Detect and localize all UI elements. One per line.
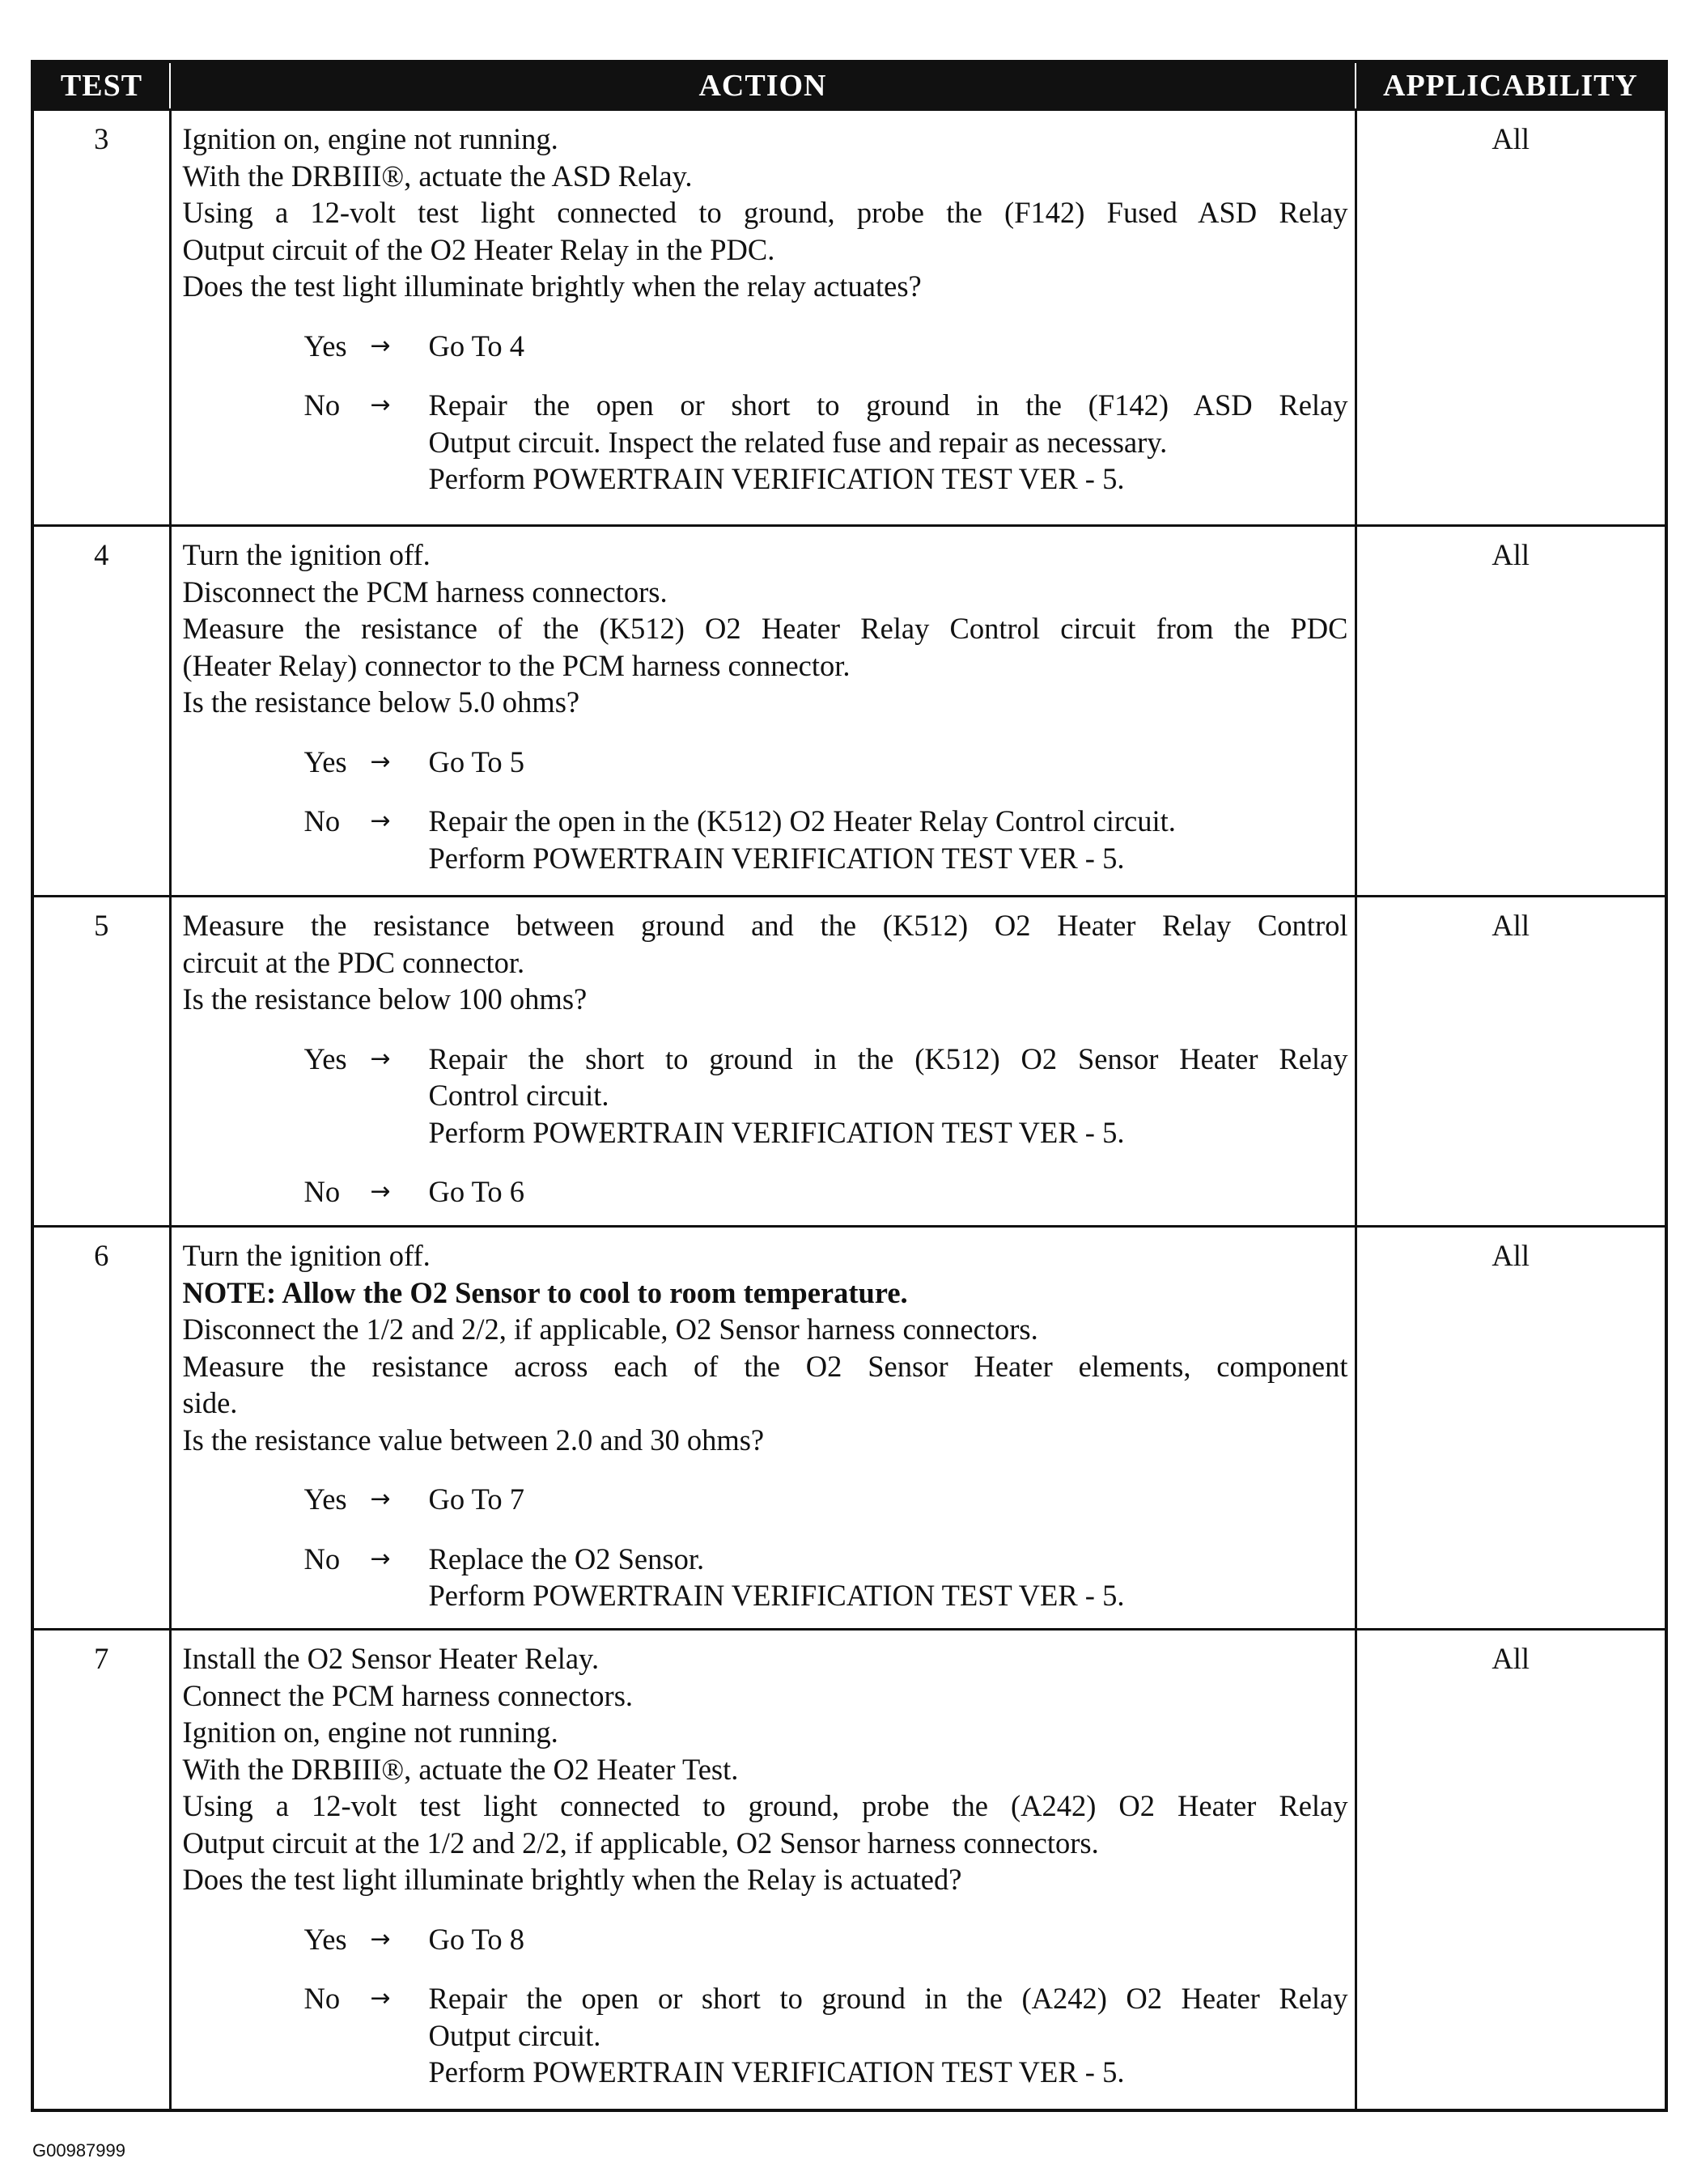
no-outcome [183,1980,1348,2091]
action-line: Using a 12-volt test light connected to ground, probe the (A242) O2 Heater Relay [182,1789,1348,1822]
arrow-icon: → [370,1485,391,1513]
result-line: Go To 8 [428,1922,524,1956]
action-line: Is the resistance below 5.0 ohms? [182,685,580,719]
applicability-value: All [1356,897,1666,1227]
result-line: Output circuit. [428,2018,601,2052]
no-result [429,387,1348,498]
result-line: Repair the open in the (K512) O2 Heater Relay Control circuit. [428,804,1176,838]
action-line: With the DRBIII®, actuate the ASD Relay. [182,159,693,193]
arrow-icon: → [370,331,391,360]
result-line: Repair the short to ground in the (K512) O2 Sensor Heater Relay [428,1041,1348,1075]
yes-label: Yes [303,329,347,363]
result-line: Perform POWERTRAIN VERIFICATION TEST VER - 5. [428,462,1125,495]
arrow-icon: → [370,1924,391,1953]
action-line: With the DRBIII®, actuate the O2 Heater Test. [182,1752,739,1786]
applicability-value: All [1356,526,1666,897]
arrow-icon: → [370,1177,391,1206]
action-line: Does the test light illuminate brightly when the Relay is actuated? [182,1863,962,1896]
yes-outcome [183,744,1348,781]
arrow-icon: → [370,391,391,419]
action-line: Turn the ignition off. [182,1239,431,1272]
arrow-icon: → [370,807,391,835]
result-line: Go To 6 [428,1175,524,1208]
yes-result [429,328,1348,365]
result-line: Go To 4 [428,329,524,363]
test-number: 4 [32,526,170,897]
yes-result [429,1041,1348,1151]
action-line: Output circuit of the O2 Heater Relay in the PDC. [182,232,775,266]
applicability-value: All [1356,1227,1666,1630]
applicability-value: All [1356,1630,1666,2110]
no-outcome [183,1541,1348,1614]
result-line: Output circuit. Inspect the related fuse and repair as necessary. [428,425,1168,459]
no-result [429,1980,1348,2091]
result-line: Control circuit. [428,1079,609,1112]
test-number: 6 [32,1227,170,1630]
table-header-row [32,61,1666,110]
table-row [32,897,1666,1227]
table-row [32,526,1666,897]
note-text: NOTE: Allow the O2 Sensor to cool to room temperature. [182,1275,908,1309]
no-result [429,1173,1348,1211]
applicability-value: All [1356,110,1666,526]
arrow-icon: → [370,1984,391,2012]
action-line: Measure the resistance of the (K512) O2 Heater Relay Control circuit from the PDC [182,612,1348,645]
yes-label: Yes [303,1041,347,1075]
result-line: Go To 7 [428,1482,524,1516]
header-action: ACTION [170,61,1356,110]
action-line: Using a 12-volt test light connected to ground, probe the (F142) Fused ASD Relay [182,196,1348,229]
header-test: TEST [32,61,170,110]
action-line: Install the O2 Sensor Heater Relay. [182,1642,600,1675]
action-line: Ignition on, engine not running. [182,122,558,155]
yes-outcome [183,328,1348,365]
yes-result [429,1481,1348,1518]
action-line: Disconnect the 1/2 and 2/2, if applicable, O2 Sensor harness connectors. [182,1313,1038,1346]
header-applicability: APPLICABILITY [1356,61,1666,110]
table-row [32,110,1666,526]
no-outcome [183,803,1348,876]
action-line: Is the resistance below 100 ohms? [182,982,588,1016]
result-line: Perform POWERTRAIN VERIFICATION TEST VER - 5. [428,2055,1125,2089]
yes-outcome [183,1041,1348,1151]
yes-label: Yes [303,1922,347,1956]
action-line: circuit at the PDC connector. [182,945,525,979]
no-label: No [303,1982,341,2015]
no-label: No [303,804,341,838]
table-row [32,1630,1666,2110]
arrow-icon: → [370,1544,391,1573]
action-cell [170,110,1356,526]
result-line: Repair the open or short to ground in the (F142) ASD Relay [428,388,1348,422]
diagnostic-test-table [31,60,1668,2112]
result-line: Perform POWERTRAIN VERIFICATION TEST VER - 5. [428,1115,1125,1149]
action-cell [170,1227,1356,1630]
test-number: 7 [32,1630,170,2110]
table-row [32,1227,1666,1630]
result-line: Replace the O2 Sensor. [428,1542,705,1575]
action-line: Does the test light illuminate brightly when the relay actuates? [182,269,922,303]
no-label: No [303,1542,341,1575]
arrow-icon: → [370,1044,391,1073]
result-line: Perform POWERTRAIN VERIFICATION TEST VER - 5. [428,841,1125,875]
yes-label: Yes [303,744,347,778]
action-cell [170,897,1356,1227]
action-cell [170,1630,1356,2110]
result-line: Repair the open or short to ground in the (A242) O2 Heater Relay [428,1982,1348,2015]
yes-outcome [183,1921,1348,1958]
figure-id: G00987999 [32,2140,125,2161]
arrow-icon: → [370,747,391,776]
action-line: Measure the resistance across each of the O2 Sensor Heater elements, component [182,1349,1348,1383]
action-line: Turn the ignition off. [182,538,431,571]
no-result [429,803,1348,876]
result-line: Go To 5 [428,744,524,778]
action-line: (Heater Relay) connector to the PCM harness connector. [182,648,851,682]
action-line: Disconnect the PCM harness connectors. [182,575,668,609]
action-line: Ignition on, engine not running. [182,1715,558,1749]
action-line: side. [182,1386,238,1419]
test-number: 5 [32,897,170,1227]
no-label: No [303,1175,341,1208]
test-number: 3 [32,110,170,526]
yes-outcome [183,1481,1348,1518]
no-label: No [303,388,341,422]
action-cell [170,526,1356,897]
no-outcome [183,1173,1348,1211]
action-line: Output circuit at the 1/2 and 2/2, if applicable, O2 Sensor harness connectors. [182,1826,1099,1860]
yes-result [429,744,1348,781]
action-line: Is the resistance value between 2.0 and 30 ohms? [182,1423,765,1457]
yes-result [429,1921,1348,1958]
result-line: Perform POWERTRAIN VERIFICATION TEST VER - 5. [428,1579,1125,1612]
no-outcome [183,387,1348,498]
action-line: Measure the resistance between ground and the (K512) O2 Heater Relay Control [182,909,1348,942]
no-result [429,1541,1348,1614]
yes-label: Yes [303,1482,347,1516]
action-line: Connect the PCM harness connectors. [182,1678,634,1712]
